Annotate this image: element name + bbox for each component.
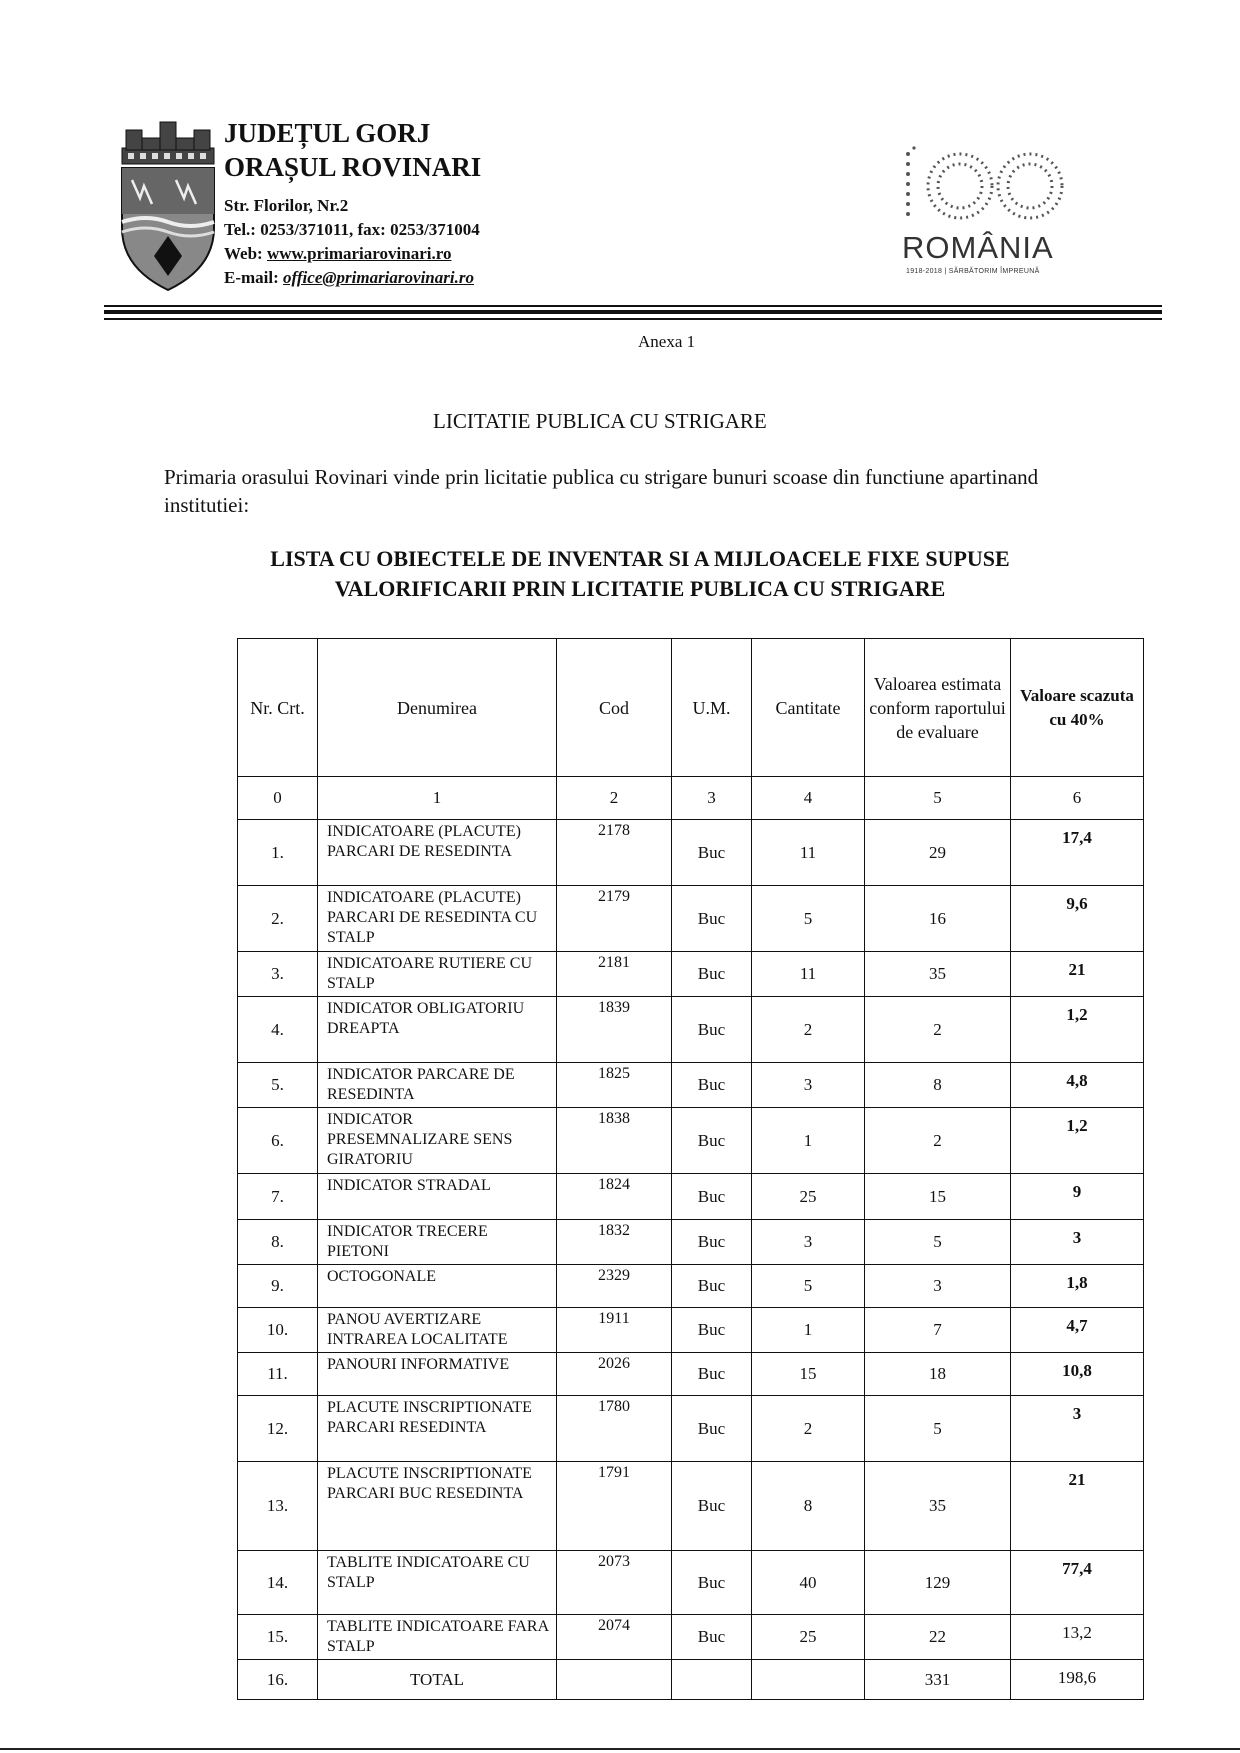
- row-um: Buc: [672, 1063, 752, 1108]
- row-um: Buc: [672, 1396, 752, 1462]
- header-code: Cod: [557, 639, 672, 777]
- row-code: 2329: [557, 1265, 672, 1308]
- header-value: Valoarea estimata conform raportului de evaluare: [865, 639, 1011, 777]
- table-row: [238, 952, 1144, 997]
- row-name: PLACUTE INSCRIPTIONATE PARCARI BUC RESEDINTA: [318, 1462, 557, 1551]
- row-qty: 1: [752, 1108, 865, 1174]
- row-um: Buc: [672, 886, 752, 952]
- row-value: 3: [865, 1265, 1011, 1308]
- row-nr: 12.: [238, 1396, 318, 1462]
- table-row: [238, 1063, 1144, 1108]
- centenary-subtitle: 1918-2018 | SĂRBĂTORIM ÎMPREUNĂ: [906, 268, 1040, 275]
- row-code: 1780: [557, 1396, 672, 1462]
- row-name: OCTOGONALE: [318, 1265, 557, 1308]
- sale-title: LICITATIE PUBLICA CU STRIGARE: [433, 409, 767, 433]
- row-um: Buc: [672, 1108, 752, 1174]
- table-row: [238, 886, 1144, 952]
- row-name: INDICATOR TRECERE PIETONI: [318, 1220, 557, 1265]
- phone-fax: Tel.: 0253/371011, fax: 0253/371004: [224, 220, 480, 239]
- row-reduced: 1,2: [1011, 1108, 1144, 1174]
- table-row: [238, 1220, 1144, 1265]
- row-reduced: 77,4: [1011, 1551, 1144, 1615]
- row-qty: 5: [752, 886, 865, 952]
- table-row: [238, 1615, 1144, 1660]
- row-code: 2181: [557, 952, 672, 997]
- row-reduced: 9: [1011, 1174, 1144, 1220]
- header-rule-bottom: [104, 318, 1162, 320]
- total-empty-cell: [752, 1660, 865, 1700]
- row-qty: 1: [752, 1308, 865, 1353]
- row-um: Buc: [672, 820, 752, 886]
- row-um: Buc: [672, 1220, 752, 1265]
- row-um: Buc: [672, 1265, 752, 1308]
- index-row: [238, 777, 1144, 820]
- row-value: 2: [865, 1108, 1011, 1174]
- email-line: [224, 268, 474, 288]
- row-um: Buc: [672, 997, 752, 1063]
- footer-rule: [0, 1748, 1240, 1750]
- index-cell: 0: [238, 777, 318, 820]
- row-name: PLACUTE INSCRIPTIONATE PARCARI RESEDINTA: [318, 1396, 557, 1462]
- row-value: 35: [865, 1462, 1011, 1551]
- row-qty: 25: [752, 1174, 865, 1220]
- intro-paragraph: Primaria orasului Rovinari vinde prin licitatie publica cu strigare bunuri scoase din functiune apartinand institutiei:: [164, 465, 1039, 517]
- table-row: [238, 1108, 1144, 1174]
- total-reduced: 198,6: [1011, 1660, 1144, 1700]
- row-code: 2178: [557, 820, 672, 886]
- row-qty: 2: [752, 997, 865, 1063]
- row-qty: 5: [752, 1265, 865, 1308]
- row-nr: 15.: [238, 1615, 318, 1660]
- row-um: Buc: [672, 1551, 752, 1615]
- row-value: 2: [865, 997, 1011, 1063]
- row-nr: 13.: [238, 1462, 318, 1551]
- row-code: 1791: [557, 1462, 672, 1551]
- row-code: 1839: [557, 997, 672, 1063]
- row-qty: 25: [752, 1615, 865, 1660]
- total-empty-cell: [672, 1660, 752, 1700]
- row-code: 2074: [557, 1615, 672, 1660]
- list-title: LISTA CU OBIECTELE DE INVENTAR SI A MIJLOACELE FIXE SUPUSE VALORIFICARII PRIN LICITATIE PUBLICA CU STRIGARE: [270, 546, 1010, 601]
- row-reduced: 17,4: [1011, 820, 1144, 886]
- header-nr: Nr. Crt.: [238, 639, 318, 777]
- row-code: 1825: [557, 1063, 672, 1108]
- annex-label: Anexa 1: [638, 332, 696, 351]
- index-cell: 4: [752, 777, 865, 820]
- row-name: INDICATOARE (PLACUTE) PARCARI DE RESEDINTA: [318, 820, 557, 886]
- total-empty-cell: [557, 1660, 672, 1700]
- index-cell: 1: [318, 777, 557, 820]
- row-um: Buc: [672, 952, 752, 997]
- total-nr: 16.: [238, 1660, 318, 1700]
- row-nr: 8.: [238, 1220, 318, 1265]
- row-name: PANOURI INFORMATIVE: [318, 1353, 557, 1396]
- header-rule-mid: [104, 310, 1162, 314]
- romania-centenary-logo: [900, 142, 1070, 232]
- email-label: E-mail:: [224, 268, 284, 287]
- row-nr: 4.: [238, 997, 318, 1063]
- row-qty: 11: [752, 952, 865, 997]
- row-value: 22: [865, 1615, 1011, 1660]
- index-cell: 3: [672, 777, 752, 820]
- row-reduced: 3: [1011, 1396, 1144, 1462]
- row-qty: 15: [752, 1353, 865, 1396]
- row-um: Buc: [672, 1174, 752, 1220]
- website-line: [224, 244, 451, 264]
- row-name: PANOU AVERTIZARE INTRAREA LOCALITATE: [318, 1308, 557, 1353]
- table-row: [238, 1462, 1144, 1551]
- row-reduced: 4,8: [1011, 1063, 1144, 1108]
- table-row: [238, 1174, 1144, 1220]
- row-name: TABLITE INDICATOARE CU STALP: [318, 1551, 557, 1615]
- row-reduced: 10,8: [1011, 1353, 1144, 1396]
- row-name: INDICATOR PARCARE DE RESEDINTA: [318, 1063, 557, 1108]
- row-um: Buc: [672, 1615, 752, 1660]
- row-name: INDICATOARE (PLACUTE) PARCARI DE RESEDINTA CU STALP: [318, 886, 557, 952]
- email-link[interactable]: office@primariarovinari.ro: [283, 268, 474, 287]
- row-nr: 1.: [238, 820, 318, 886]
- row-name: INDICATOR OBLIGATORIU DREAPTA: [318, 997, 557, 1063]
- row-nr: 3.: [238, 952, 318, 997]
- total-label: TOTAL: [318, 1660, 557, 1700]
- row-code: 2179: [557, 886, 672, 952]
- row-value: 35: [865, 952, 1011, 997]
- row-reduced: 3: [1011, 1220, 1144, 1265]
- total-value: 331: [865, 1660, 1011, 1700]
- row-qty: 40: [752, 1551, 865, 1615]
- row-name: INDICATOARE RUTIERE CU STALP: [318, 952, 557, 997]
- row-code: 1911: [557, 1308, 672, 1353]
- index-cell: 6: [1011, 777, 1144, 820]
- row-qty: 8: [752, 1462, 865, 1551]
- row-code: 1832: [557, 1220, 672, 1265]
- row-reduced: 4,7: [1011, 1308, 1144, 1353]
- header-name: Denumirea: [318, 639, 557, 777]
- row-reduced: 21: [1011, 952, 1144, 997]
- row-code: 2026: [557, 1353, 672, 1396]
- row-reduced: 9,6: [1011, 886, 1144, 952]
- row-nr: 6.: [238, 1108, 318, 1174]
- table-row: [238, 1265, 1144, 1308]
- website-link[interactable]: www.primariarovinari.ro: [266, 244, 452, 263]
- row-name: INDICATOR STRADAL: [318, 1174, 557, 1220]
- coat-of-arms-icon: [118, 118, 218, 308]
- inventory-table: [237, 638, 1144, 1700]
- table-row: [238, 1308, 1144, 1353]
- row-value: 7: [865, 1308, 1011, 1353]
- row-reduced: 21: [1011, 1462, 1144, 1551]
- row-qty: 3: [752, 1220, 865, 1265]
- table-row: [238, 997, 1144, 1063]
- row-value: 15: [865, 1174, 1011, 1220]
- row-value: 8: [865, 1063, 1011, 1108]
- total-row: [238, 1660, 1144, 1700]
- row-nr: 11.: [238, 1353, 318, 1396]
- row-nr: 5.: [238, 1063, 318, 1108]
- row-nr: 2.: [238, 886, 318, 952]
- row-nr: 9.: [238, 1265, 318, 1308]
- row-nr: 14.: [238, 1551, 318, 1615]
- header-rule-top: [104, 305, 1162, 307]
- row-code: 2073: [557, 1551, 672, 1615]
- row-value: 18: [865, 1353, 1011, 1396]
- row-value: 16: [865, 886, 1011, 952]
- row-nr: 7.: [238, 1174, 318, 1220]
- row-name: TABLITE INDICATOARE FARA STALP: [318, 1615, 557, 1660]
- web-label: Web:: [224, 244, 267, 263]
- county-name: JUDEȚUL GORJ: [224, 118, 431, 148]
- table-row: [238, 1551, 1144, 1615]
- row-reduced: 1,2: [1011, 997, 1144, 1063]
- row-value: 129: [865, 1551, 1011, 1615]
- row-nr: 10.: [238, 1308, 318, 1353]
- row-um: Buc: [672, 1353, 752, 1396]
- row-value: 29: [865, 820, 1011, 886]
- table-row: [238, 1353, 1144, 1396]
- header-um: U.M.: [672, 639, 752, 777]
- row-qty: 11: [752, 820, 865, 886]
- row-code: 1838: [557, 1108, 672, 1174]
- table-row: [238, 820, 1144, 886]
- romania-wordmark: ROMÂNIA: [902, 230, 1054, 265]
- index-cell: 2: [557, 777, 672, 820]
- index-cell: 5: [865, 777, 1011, 820]
- row-qty: 3: [752, 1063, 865, 1108]
- row-reduced: 13,2: [1011, 1615, 1144, 1660]
- table-row: [238, 1396, 1144, 1462]
- row-um: Buc: [672, 1308, 752, 1353]
- row-value: 5: [865, 1220, 1011, 1265]
- row-code: 1824: [557, 1174, 672, 1220]
- header-qty: Cantitate: [752, 639, 865, 777]
- row-um: Buc: [672, 1462, 752, 1551]
- row-reduced: 1,8: [1011, 1265, 1144, 1308]
- city-name: ORAȘUL ROVINARI: [224, 152, 482, 182]
- row-qty: 2: [752, 1396, 865, 1462]
- row-value: 5: [865, 1396, 1011, 1462]
- row-name: INDICATOR PRESEMNALIZARE SENS GIRATORIU: [318, 1108, 557, 1174]
- address: Str. Florilor, Nr.2: [224, 196, 349, 215]
- header-reduced: Valoare scazuta cu 40%: [1011, 639, 1144, 777]
